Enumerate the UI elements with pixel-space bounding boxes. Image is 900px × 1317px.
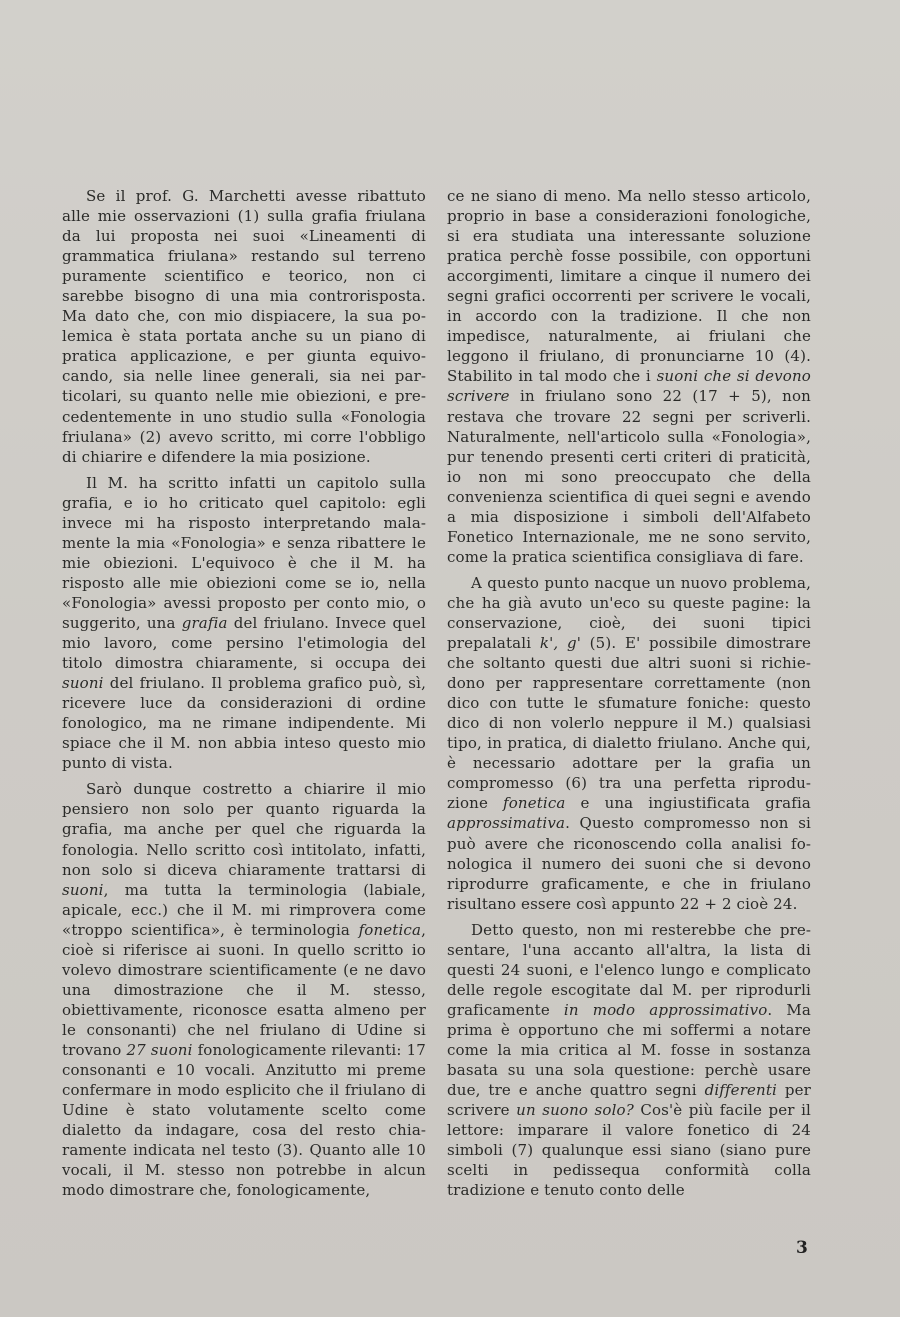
text-run: . Questo compromesso non si può avere che riconoscendo colla analisi fonologica il numero dei suoni che si devono riprodurre graficamente, e che in friulano risultano essere così appunto 22 + 2 cioè 24.	[447, 814, 811, 913]
paragraph	[62, 779, 426, 1200]
text-run: Cos'è più facile per il lettore: imparare il valore fonetico di 24 simboli (7) qualunque essi siano (siano pure scelti in pedissequa conformità colla tradizione e tenuto conto delle	[447, 1101, 811, 1200]
text-run: , ma tutta la terminologia (labiale, apicale, ecc.) che il M. mi rimprovera come «troppo scientifica», è terminologia	[62, 880, 426, 939]
paragraph	[62, 473, 426, 774]
text-run: per scrivere	[447, 1081, 811, 1120]
italic-run: suoni	[62, 880, 104, 899]
italic-run: in modo approssimativo	[563, 1000, 768, 1019]
italic-run: 27 suoni	[126, 1040, 193, 1059]
italic-run: fonetica	[503, 794, 566, 813]
text-run: , cioè si riferisce ai suoni. In quello scritto io volevo dimostrare scientificamente (e ne davo una dimostrazione che il M. stesso, obiettivamente, riconosce esatta almeno per le consonanti) che nel friulano di Udine si trovano	[62, 920, 426, 1059]
text-run: del friulano. Invece quel mio lavoro, come persino l'etimologia del titolo dimostra chiaramente, si occupa dei	[62, 613, 426, 673]
page-number: 3	[796, 1238, 808, 1258]
italic-run: suoni che si devono scrivere	[447, 367, 811, 406]
text-run: e una ingiustificata grafia	[565, 794, 811, 813]
text-run: Il M. ha scritto infatti un capitolo sulla grafia, e io ho criticato quel capitolo: egli invece mi ha risposto interpretando malamente la mia «Fonologia» e senza ribattere le mie obiezioni. L'equivoco è che il M. ha risposto alle mie obiezioni come se io, nella «Fonologia» avessi proposto per conto mio, o suggerito, una	[62, 473, 426, 632]
text-run: (5). E' possibile dimostrare che soltanto questi due altri suoni si richiedono per rappresentare correttamente (non dico con tutte le sfumature foniche: questo dico di non volerlo neppure il M.) qualsiasi tipo, in pratica, di dialetto friulano. Anche qui, è necessario adottare per la grafia un compromesso (6) tra una perfetta riproduzione	[447, 634, 811, 813]
paragraph	[447, 573, 811, 914]
italic-run: grafia	[181, 613, 228, 632]
text-run: Se il prof. G. Marchetti avesse ribattuto alle mie osservazioni (1) sulla grafia friulana da lui proposta nei suoi «Lineamenti di grammatica friulana» restando sul terreno puramente scientifico e teorico, non ci sarebbe bisogno di una mia controrisposta. Ma dato che, con mio dispiacere, la sua polemica è stata portata anche su un piano di pratica applicazione, e per giunta equivocando, sia nelle linee generali, sia nei particolari, su quanto nelle mie obiezioni, e precedentemente in uno studio sulla «Fonologia friulana» (2) avevo scritto, mi corre l'obbligo di chiarire e difendere la mia posizione.	[62, 187, 426, 466]
text-run: del friulano. Il problema grafico può, sì, ricevere luce da considerazioni di ordine fonologico, ma ne rimane indipendente. Mi spiace che il M. non abbia inteso questo mio punto di vista.	[62, 674, 426, 773]
paragraph	[447, 920, 811, 1201]
paragraph	[62, 186, 426, 467]
italic-run: fonetica	[358, 920, 422, 939]
paragraph	[447, 186, 811, 567]
text-run: A questo punto nacque un nuovo problema, che ha già avuto un'eco su queste pagine: la conservazione, cioè, dei suoni tipici prepalatali	[447, 573, 811, 653]
text-run: in friulano sono 22 (17 + 5), non restava che trovare 22 segni per scriverli. Naturalmente, nell'articolo sulla «Fonologia», pur tenendo presenti certi criteri di praticità, io non mi sono preoccupato che della convenienza scientifica di quei segni e avendo a mia disposizione i simboli dell'Alfabeto Fonetico Internazionale, me ne sono servito, come la pratica scientifica consigliava di fare.	[447, 387, 811, 566]
italic-run: suoni	[62, 674, 104, 693]
italic-run: differenti	[704, 1081, 777, 1100]
italic-run: approssimativa	[447, 814, 566, 833]
right-column	[447, 186, 811, 1200]
text-run: . Ma prima è opportuno che mi soffermi a notare come la mia critica al M. fosse in sostanza basata su una sola questione: perchè usare due, tre e anche quattro segni	[447, 1000, 811, 1100]
text-run: Detto questo, non mi resterebbe che presentare, l'una accanto all'altra, la lista di questi 24 suoni, e l'elenco lungo e complicato delle regole escogitate dal M. per riprodurli graficamente	[447, 920, 811, 1019]
left-column	[62, 186, 426, 1200]
text-run: ce ne siano di meno. Ma nello stesso articolo, proprio in base a considerazioni fonologiche, si era studiata una interessante soluzione pratica perchè fosse possibile, con opportuni accorgimenti, limitare a cinque il numero dei segni grafici occorrenti per scrivere le vocali, in accordo con la tradizione. Il che non impedisce, naturalmente, ai friulani che leggono il friulano, di pronunciarne 10 (4). Stabilito in tal modo che i	[447, 187, 811, 386]
text-run: fonologicamente rilevanti: 17 consonanti e 10 vocali. Anzitutto mi preme confermare in modo esplicito che il friulano di Udine è stato volutamente scelto come dialetto da indagare, cosa del resto chiaramente indicata nel testo (3). Quanto alle 10 vocali, il M. stesso non potrebbe in alcun modo dimostrare che, fonologicamente,	[62, 1040, 426, 1200]
text-run: Sarò dunque costretto a chiarire il mio pensiero non solo per quanto riguarda la grafia, ma anche per quel che riguarda la fonologia. Nello scritto così intitolato, infatti, non solo si diceva chiaramente trattarsi di	[62, 780, 426, 879]
italic-run: un suono solo?	[516, 1101, 634, 1120]
italic-run: k', g'	[539, 634, 581, 653]
